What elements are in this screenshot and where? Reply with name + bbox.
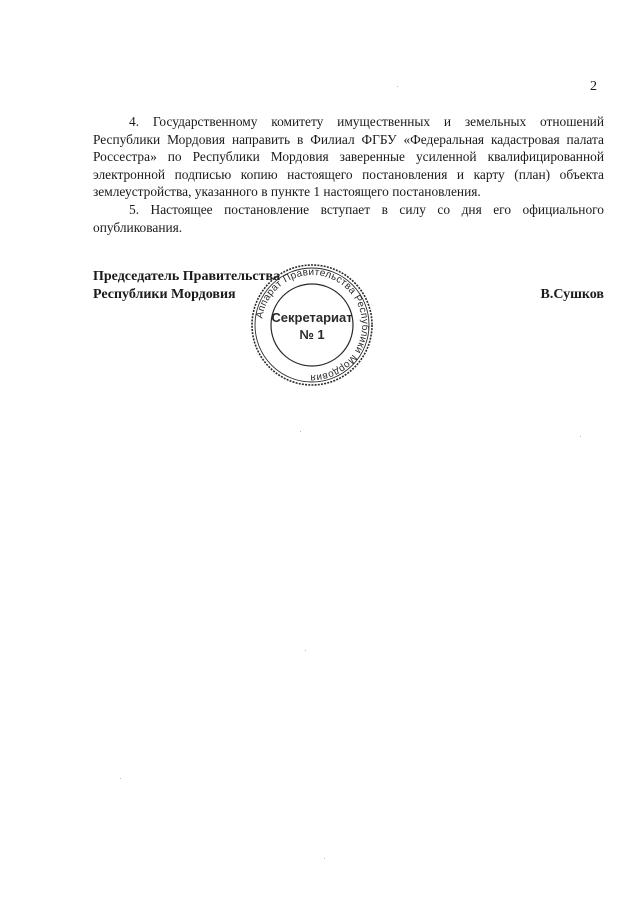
- document-body: [93, 113, 604, 236]
- scan-speck: [300, 431, 301, 432]
- signer-name: В.Сушков: [540, 287, 604, 302]
- stamp-center-line2: № 1: [299, 327, 325, 342]
- page-number: 2: [590, 79, 597, 94]
- scan-speck: [324, 858, 325, 859]
- signer-title-line1: Председатель Правительства: [93, 269, 281, 284]
- signer-title-line2: Республики Мордовия: [93, 287, 236, 302]
- scan-speck: [397, 86, 398, 87]
- stamp-ring-text: Аппарат Правительства Республики Мордовия: [254, 266, 371, 384]
- scan-speck: [305, 650, 306, 651]
- stamp-center-line1: Секретариат: [271, 310, 353, 325]
- paragraph-4: 4. Государственному комитету имущественных и земельных отношений Республики Мордовия направить в Филиал ФГБУ «Федеральная кадастровая палата Россестра» по Республики Мордовия заверенные усиленной квалифицированной электронной подписью копию настоящего постановления и карту (план) объекта землеустройства, указанного в пункте 1 настоящего постановления.: [93, 114, 604, 200]
- official-stamp: [249, 262, 375, 388]
- scan-speck: [120, 778, 121, 779]
- scan-speck: [580, 436, 581, 437]
- paragraph-5: 5. Настоящее постановление вступает в силу со дня его официального опубликования.: [93, 201, 604, 235]
